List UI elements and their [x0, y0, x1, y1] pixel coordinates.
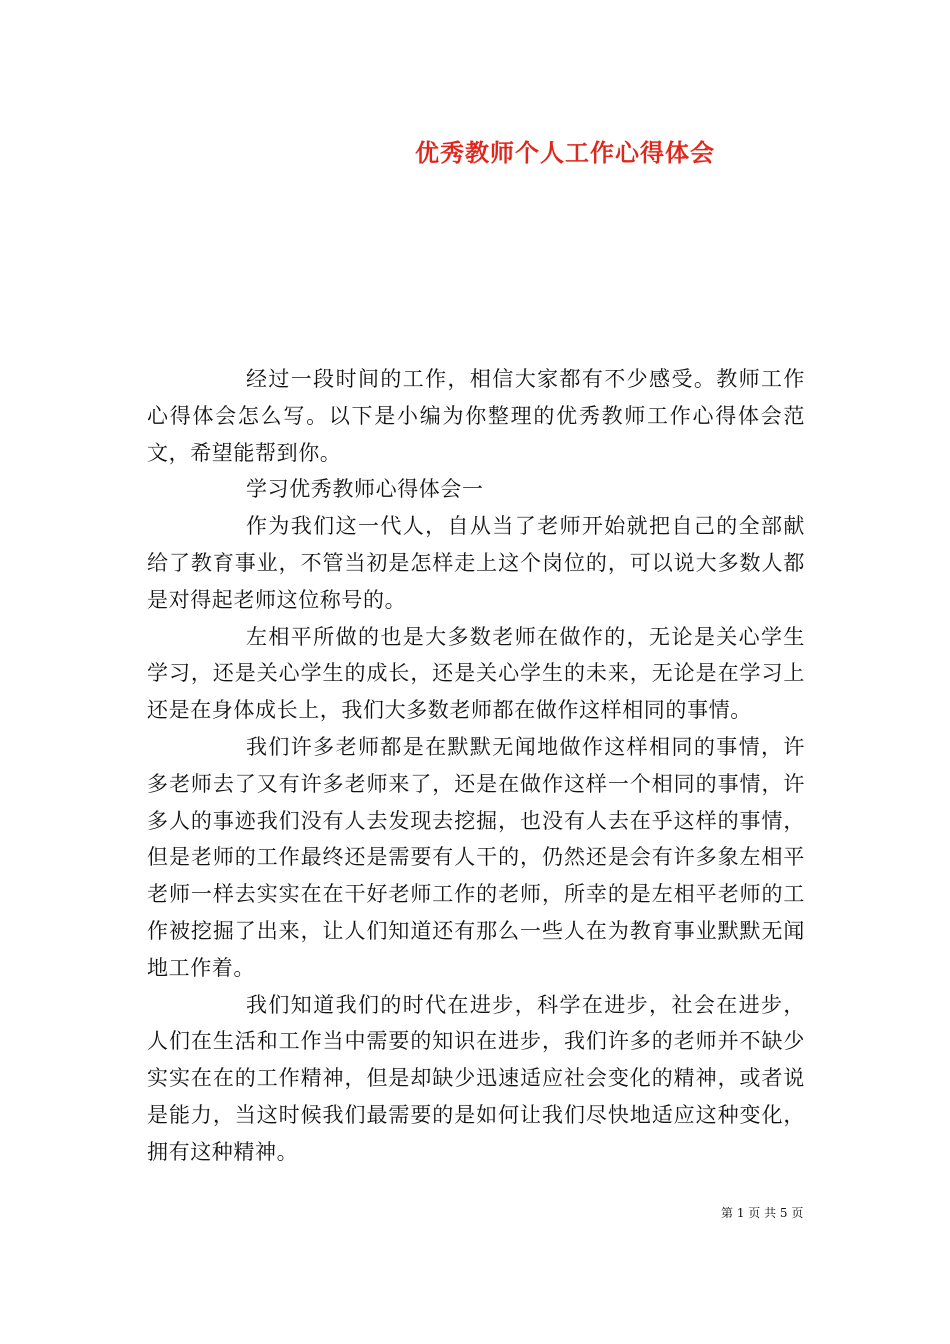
- paragraph: 左相平所做的也是大多数老师在做作的，无论是关心学生学习，还是关心学生的成长，还是关心学生的未来，无论是在学习上还是在身体成长上，我们大多数老师都在做作这样相同的事情。: [147, 624, 805, 723]
- section-heading: 学习优秀教师心得体会一: [246, 477, 484, 502]
- paragraph: 作为我们这一代人，自从当了老师开始就把自己的全部献给了教育事业，不管当初是怎样走上这个岗位的，可以说大多数人都是对得起老师这位称号的。: [147, 514, 805, 612]
- paragraph: 我们许多老师都是在默默无闻地做作这样相同的事情，许多老师去了又有许多老师来了，还是在做作这样一个相同的事情，许多人的事迹我们没有人去发现去挖掘，也没有人去在乎这样的事情，但是老师的工作最终还是需要有人干的，仍然还是会有许多象左相平老师一样去实实在在干好老师工作的老师，所幸的是左相平老师的工作被挖掘了出来，让人们知道还有那么一些人在为教育事业默默无闻地工作着。: [147, 734, 805, 980]
- document-title: 优秀教师个人工作心得体会: [415, 138, 715, 167]
- paragraph: 我们知道我们的时代在进步，科学在进步，社会在进步，人们在生活和工作当中需要的知识在进步，我们许多的老师并不缺少实实在在的工作精神，但是却缺少迅速适应社会变化的精神，或者说是能力，当这时候我们最需要的是如何让我们尽快地适应这种变化，拥有这种精神。: [147, 992, 805, 1164]
- document-body: [147, 361, 805, 1171]
- page-number-footer: 第 1 页 共 5 页: [721, 1206, 804, 1220]
- paragraph-intro: 经过一段时间的工作，相信大家都有不少感受。教师工作心得体会怎么写。以下是小编为你整理的优秀教师工作心得体会范文，希望能帮到你。: [147, 367, 805, 465]
